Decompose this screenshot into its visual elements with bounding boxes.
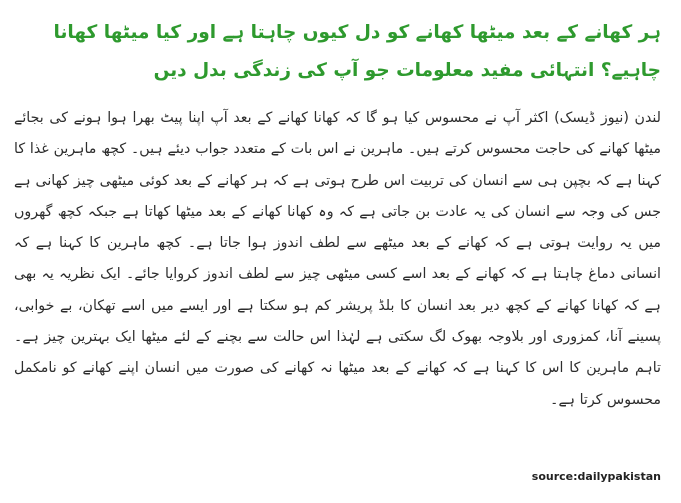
source-credit: source:dailypakistan <box>531 470 661 483</box>
article-body: لندن (نیوز ڈیسک) اکثر آپ نے محسوس کیا ہو گا کہ کھانا کھانے کے بعد آپ اپنا پیٹ بھرا ہوا ہونے کی بجائے میٹھا کھانے کی حاجت محسوس کرتے ہیں۔ ماہرین نے اس بات کے متعدد جواب دیئے ہیں۔ کچھ ماہرین غذا کا کہنا ہے کہ بچپن ہی سے انسان کی تربیت اس طرح ہوتی ہے کہ ہر کھانے کے بعد کوئی میٹھی چیز کھانی ہے جس کی وجہ سے انسان کی یہ عادت بن جاتی ہے کہ وہ کھانا کھانے کے بعد میٹھا کھاتا ہے جبکہ کچھ گھروں میں یہ روایت ہوتی ہے کہ کھانے کے بعد میٹھے سے لطف اندوز ہوا جاتا ہے۔ کچھ ماہرین کا کہنا ہے کہ انسانی دماغ چاہتا ہے کہ کھانے کے بعد اسے کسی میٹھی چیز سے لطف اندوز کروایا جائے۔ ایک نظریہ یہ بھی ہے کہ کھانا کھانے کے کچھ دیر بعد انسان کا بلڈ پریشر کم ہو سکتا ہے اور ایسے میں اسے تھکان، بے خوابی، پسینے آنا، کمزوری اور بلاوجہ بھوک لگ سکتی ہے لہٰذا اس حالت سے بچنے کے لئے میٹھا ایک بہترین چیز ہے۔ تاہم ماہرین کا اس کا کہنا ہے کہ کھانے کے بعد میٹھا نہ کھانے کی صورت میں انسان اپنے کھانے کو نامکمل محسوس کرتا ہے۔ <box>14 110 661 408</box>
article-headline: ہر کھانے کے بعد میٹھا کھانے کو دل کیوں چاہتا ہے اور کیا میٹھا کھانا چاہیے؟ انتہائی مفید معلومات جو آپ کی زندگی بدل دیں <box>53 22 661 81</box>
